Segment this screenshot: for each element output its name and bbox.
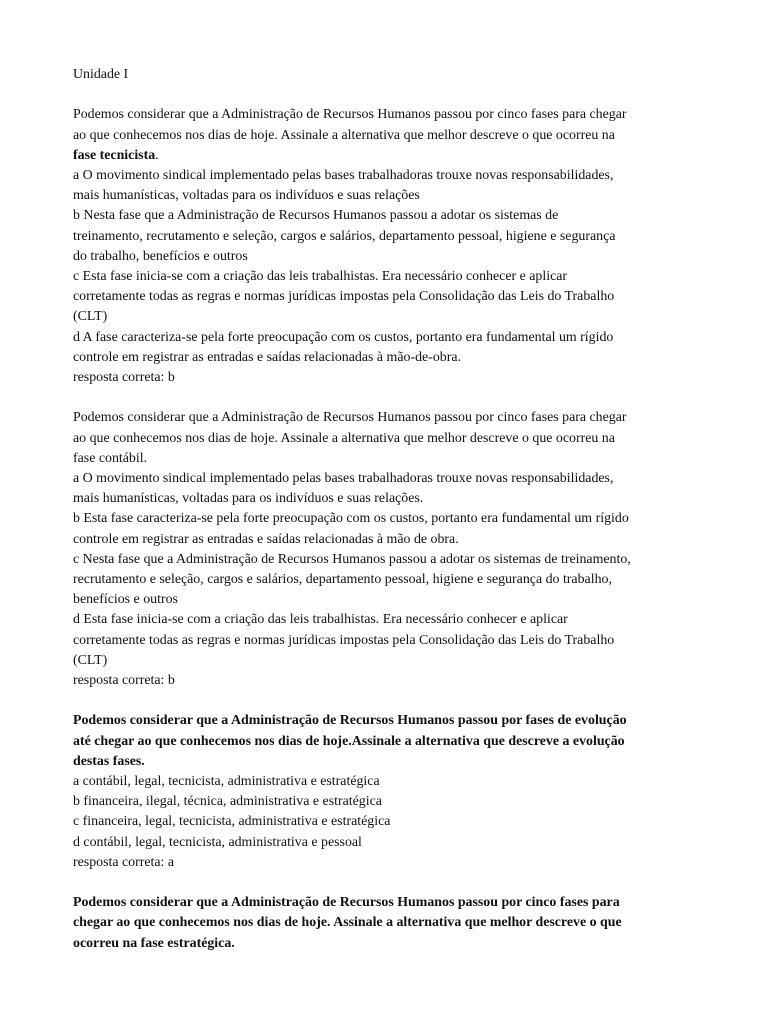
question-2-option-line: (CLT) [73,652,108,668]
question-4 [73,893,708,954]
question-1-answer: resposta correta: b [73,370,175,386]
spacer [73,873,708,893]
question-1 [73,105,708,388]
question-2-prompt-line: fase contábil. [73,450,148,466]
question-4-prompt-line: ocorreu na fase estratégica. [73,935,235,951]
question-2-option-line: d Esta fase inicia-se com a criação das leis trabalhistas. Era necessário conhecer e aplicar [73,612,568,628]
question-1-option-line: controle em registrar as entradas e saídas relacionadas à mão-de-obra. [73,349,461,365]
question-2-option-line: corretamente todas as regras e normas jurídicas impostas pela Consolidação das Leis do Trabalho [73,632,615,648]
question-1-option-line: do trabalho, benefícios e outros [73,248,248,264]
question-3-answer: resposta correta: a [73,854,175,870]
spacer [73,691,708,711]
question-1-option-line: b Nesta fase que a Administração de Recursos Humanos passou a adotar os sistemas de [73,208,559,224]
question-2-option-line: mais humanísticas, voltadas para os indivíduos e suas relações. [73,491,424,507]
question-2-option-line: recrutamento e seleção, cargos e salários, departamento pessoal, higiene e segurança do trabalho, [73,572,612,588]
question-1-option-line: c Esta fase inicia-se com a criação das leis trabalhistas. Era necessário conhecer e aplicar [73,269,568,285]
question-1-prompt-suffix: . [155,147,159,163]
question-2-prompt-line: ao que conhecemos nos dias de hoje. Assinale a alternativa que melhor descreve o que ocorreu na [73,430,615,446]
question-1-option-line: a O movimento sindical implementado pelas bases trabalhadoras trouxe novas responsabilidades, [73,168,614,183]
question-1-prompt-line: ao que conhecemos nos dias de hoje. Assinale a alternativa que melhor descreve o que ocorreu na [73,127,615,143]
question-3-prompt-line: Podemos considerar que a Administração de Recursos Humanos passou por fases de evolução [73,713,627,729]
question-2-prompt-line: Podemos considerar que a Administração de Recursos Humanos passou por cinco fases para chegar [73,410,627,426]
question-4-prompt-line: Podemos considerar que a Administração de Recursos Humanos passou por cinco fases para [73,895,620,911]
question-3-option-line: a contábil, legal, tecnicista, administrativa e estratégica [73,774,380,790]
question-3-option-line: c financeira, legal, tecnicista, administrativa e estratégica [73,814,391,830]
question-2-answer: resposta correta: b [73,673,175,689]
question-2 [73,408,708,691]
question-4-prompt-line: chegar ao que conhecemos nos dias de hoje. Assinale a alternativa que melhor descreve o que [73,915,622,931]
question-2-option-line: a O movimento sindical implementado pelas bases trabalhadoras trouxe novas responsabilidades, [73,471,614,487]
question-1-option-line: mais humanísticas, voltadas para os indivíduos e suas relações [73,188,420,204]
question-1-option-line: (CLT) [73,309,108,325]
question-3-option-line: b financeira, ilegal, técnica, administrativa e estratégica [73,794,382,810]
question-1-phase-term: fase tecnicista [73,147,156,163]
unit-heading: Unidade I [73,67,129,82]
question-1-option-line: corretamente todas as regras e normas jurídicas impostas pela Consolidação das Leis do Trabalho [73,289,615,305]
question-2-option-line: c Nesta fase que a Administração de Recursos Humanos passou a adotar os sistemas de treinamento, [73,551,631,567]
question-1-option-line: treinamento, recrutamento e seleção, cargos e salários, departamento pessoal, higiene e segurança [73,228,616,244]
question-1-option-line: d A fase caracteriza-se pela forte preocupação com os custos, portanto era fundamental um rígido [73,329,614,345]
question-2-option-line: controle em registrar as entradas e saídas relacionadas à mão de obra. [73,531,459,547]
question-3-prompt-line: até chegar ao que conhecemos nos dias de hoje.Assinale a alternativa que descreve a evolução [73,733,625,749]
question-1-prompt-line: Podemos considerar que a Administração de Recursos Humanos passou por cinco fases para chegar [73,107,627,123]
question-2-option-line: b Esta fase caracteriza-se pela forte preocupação com os custos, portanto era fundamental um rígido [73,511,629,527]
question-3-option-line: d contábil, legal, tecnicista, administrativa e pessoal [73,834,362,850]
question-2-option-line: benefícios e outros [73,592,178,608]
spacer [73,388,708,408]
question-3 [73,711,708,873]
question-3-prompt-line: destas fases. [73,753,145,769]
spacer [73,85,708,105]
question-1-prompt-line [73,146,708,166]
